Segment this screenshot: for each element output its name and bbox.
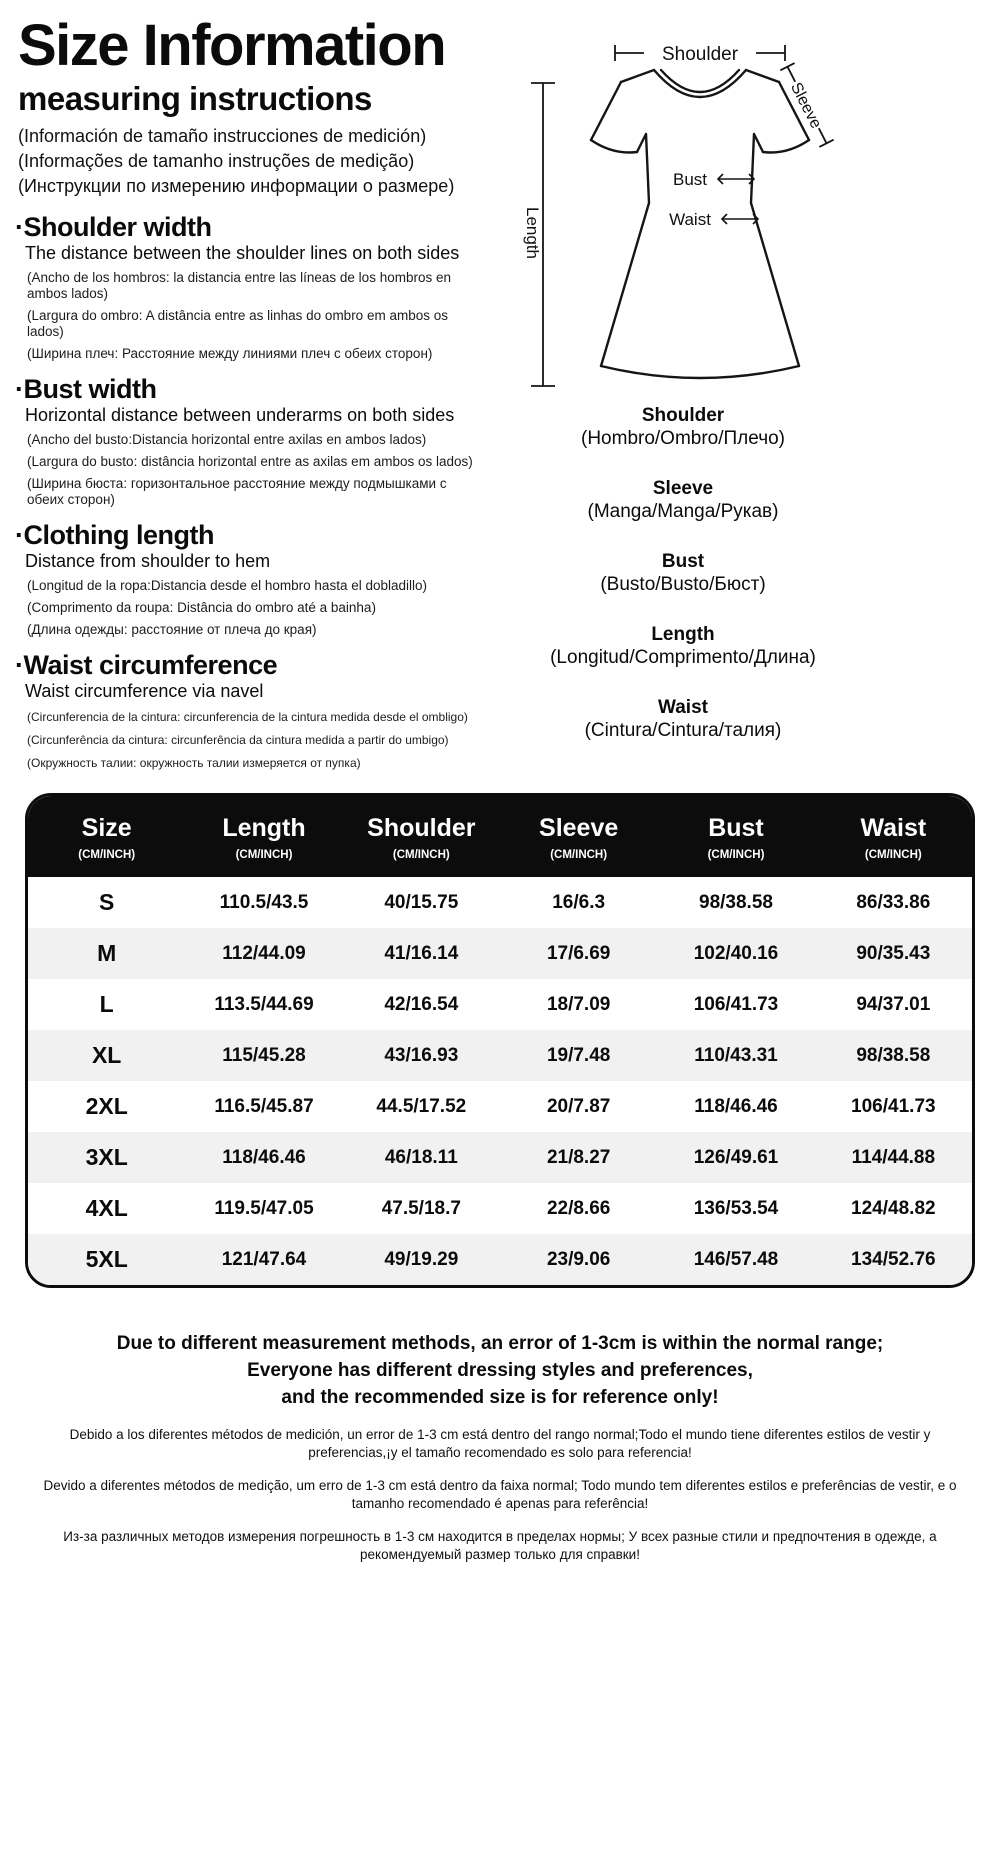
table-row-l bbox=[28, 979, 972, 1030]
header bbox=[18, 14, 498, 199]
column-unit: (CM/INCH) bbox=[550, 849, 608, 861]
waist-measure bbox=[669, 210, 758, 229]
value-cell-bust: 126/49.61 bbox=[693, 1146, 779, 1168]
legend-term: Waist bbox=[658, 697, 708, 718]
dress-diagram bbox=[497, 28, 877, 405]
section-translation-ru: (Ширина плеч: Расстояние между линиями плеч с обеих сторон) bbox=[27, 346, 433, 361]
footer-disclaimer-line: Due to different measurement methods, an error of 1-3cm is within the normal range; bbox=[116, 1333, 884, 1354]
size-cell: 4XL bbox=[85, 1195, 128, 1221]
value-cell-waist: 94/37.01 bbox=[856, 993, 931, 1015]
shoulder-measure bbox=[615, 44, 785, 65]
legend-translation: (Busto/Busto/Бюст) bbox=[600, 574, 766, 595]
value-cell-shoulder: 46/18.11 bbox=[384, 1146, 458, 1168]
value-cell-waist: 106/41.73 bbox=[851, 1095, 936, 1117]
section-translation-pt: (Comprimento da roupa: Distância do ombro até a bainha) bbox=[27, 600, 376, 615]
value-cell-waist: 114/44.88 bbox=[851, 1146, 936, 1168]
table-header-cell-sleeve bbox=[500, 813, 657, 862]
value-cell-sleeve: 17/6.69 bbox=[546, 942, 611, 964]
value-cell-sleeve: 22/8.66 bbox=[546, 1197, 611, 1219]
size-table-header bbox=[28, 796, 972, 877]
column-unit: (CM/INCH) bbox=[78, 849, 136, 861]
table-row-m bbox=[28, 928, 972, 979]
legend-translation: (Longitud/Comprimento/Длина) bbox=[550, 647, 816, 668]
size-cell: XL bbox=[91, 1042, 122, 1068]
size-cell: L bbox=[99, 991, 114, 1017]
table-row-3xl bbox=[28, 1132, 972, 1183]
legend-translation: (Hombro/Ombro/Плечо) bbox=[581, 428, 785, 449]
page-title: Size Information bbox=[18, 13, 446, 78]
table-header-cell-shoulder bbox=[343, 813, 500, 862]
value-cell-waist: 124/48.82 bbox=[851, 1197, 936, 1219]
value-cell-length: 121/47.64 bbox=[221, 1248, 307, 1270]
measurement-legend bbox=[505, 404, 861, 769]
size-cell: 2XL bbox=[85, 1093, 128, 1119]
section-translation-pt: (Largura do ombro: A distância entre as linhas do ombro em ambos os lados) bbox=[27, 308, 448, 339]
section-title: ·Waist circumference bbox=[15, 650, 278, 680]
value-cell-waist: 134/52.76 bbox=[851, 1248, 936, 1270]
footer-disclaimer-line: Everyone has different dressing styles and preferences, bbox=[247, 1360, 753, 1381]
section-translation-es: (Longitud de la ropa:Distancia desde el hombro hasta el dobladillo) bbox=[27, 578, 428, 593]
column-label: Waist bbox=[860, 814, 927, 842]
legend-term: Bust bbox=[661, 551, 705, 572]
table-row-2xl bbox=[28, 1081, 972, 1132]
table-row-s bbox=[28, 877, 972, 928]
column-label: Bust bbox=[708, 814, 764, 842]
legend-item-shoulder bbox=[505, 404, 861, 450]
table-row-5xl bbox=[28, 1234, 972, 1285]
section-translation-ru: (Окружность талии: окружность талии измеряется от пупка) bbox=[27, 756, 361, 770]
legend-item-waist bbox=[505, 696, 861, 742]
legend-term: Shoulder bbox=[641, 405, 725, 426]
value-cell-sleeve: 18/7.09 bbox=[546, 993, 611, 1015]
value-cell-length: 113.5/44.69 bbox=[214, 993, 314, 1015]
value-cell-bust: 102/40.16 bbox=[693, 942, 779, 964]
section-translation-pt: (Circunferência da cintura: circunferência da cintura medida a partir do umbigo) bbox=[27, 733, 449, 747]
footer-disclaimer-line: and the recommended size is for reference only! bbox=[281, 1387, 719, 1408]
value-cell-waist: 98/38.58 bbox=[856, 1044, 931, 1066]
column-unit: (CM/INCH) bbox=[392, 849, 450, 861]
column-label: Sleeve bbox=[539, 814, 619, 842]
value-cell-bust: 110/43.31 bbox=[694, 1044, 778, 1066]
column-label: Size bbox=[81, 814, 132, 842]
value-cell-waist: 90/35.43 bbox=[856, 942, 931, 964]
value-cell-sleeve: 20/7.87 bbox=[546, 1095, 611, 1117]
section-bust-width bbox=[15, 374, 487, 508]
section-translation-es: (Ancho de los hombros: la distancia entre las líneas de los hombros en ambos lados) bbox=[27, 270, 451, 301]
value-cell-length: 119.5/47.05 bbox=[214, 1197, 314, 1219]
value-cell-sleeve: 23/9.06 bbox=[546, 1248, 611, 1270]
section-title: ·Bust width bbox=[15, 374, 157, 404]
value-cell-shoulder: 41/16.14 bbox=[384, 942, 459, 964]
legend-item-bust bbox=[505, 550, 861, 596]
size-table-body bbox=[28, 877, 972, 1285]
subtitle-translation-es: (Información de tamaño instrucciones de medición) bbox=[18, 126, 427, 146]
table-header-cell-length bbox=[185, 813, 342, 862]
section-title: ·Clothing length bbox=[15, 520, 214, 550]
size-cell: 3XL bbox=[85, 1144, 128, 1170]
legend-item-sleeve bbox=[505, 477, 861, 523]
size-cell: 5XL bbox=[85, 1246, 128, 1272]
bust-label: Bust bbox=[672, 170, 708, 189]
value-cell-shoulder: 42/16.54 bbox=[384, 993, 459, 1015]
section-description: Distance from shoulder to hem bbox=[25, 551, 271, 571]
section-translation-pt: (Largura do busto: distância horizontal entre as axilas em ambos os lados) bbox=[27, 454, 473, 469]
value-cell-sleeve: 19/7.48 bbox=[546, 1044, 611, 1066]
section-translation-ru: (Длина одежды: расстояние от плеча до края) bbox=[27, 622, 317, 637]
dress-diagram-svg bbox=[497, 28, 877, 405]
length-measure-label: Length bbox=[523, 207, 542, 259]
footer-note-pt: Devido a diferentes métodos de medição, um erro de 1-3 cm está dentro da faixa normal; Todo mundo tem diferentes estilos e preferências de vestir, e o tamanho recomendado é apenas para referência! bbox=[43, 1478, 957, 1511]
subtitle-translation-pt: (Informações de tamanho instruções de medição) bbox=[18, 151, 415, 171]
section-translation-ru: (Ширина бюста: горизонтальное расстояние между подмышками с обеих сторон) bbox=[27, 476, 447, 507]
length-measure bbox=[523, 83, 555, 386]
subtitle-translation-ru: (Инструкции по измерению информации о размере) bbox=[18, 176, 455, 196]
value-cell-sleeve: 21/8.27 bbox=[546, 1146, 611, 1168]
value-cell-bust: 98/38.58 bbox=[699, 891, 773, 913]
column-label: Shoulder bbox=[367, 814, 476, 842]
value-cell-bust: 106/41.73 bbox=[693, 993, 779, 1015]
column-unit: (CM/INCH) bbox=[707, 849, 765, 861]
legend-translation: (Manga/Manga/Рукав) bbox=[587, 501, 779, 522]
measuring-sections bbox=[15, 212, 487, 783]
size-cell: S bbox=[98, 889, 115, 915]
section-translation-es: (Circunferencia de la cintura: circunferencia de la cintura medida desde el ombligo) bbox=[27, 710, 468, 724]
section-description: Waist circumference via navel bbox=[25, 681, 264, 701]
bust-measure bbox=[673, 170, 754, 189]
page-subtitle: measuring instructions bbox=[18, 80, 372, 117]
shoulder-measure-label: Shoulder bbox=[661, 44, 739, 65]
waist-label: Waist bbox=[669, 210, 711, 229]
value-cell-length: 110.5/43.5 bbox=[219, 891, 309, 913]
section-waist-circumference bbox=[15, 650, 487, 771]
footer-note-ru: Из-за различных методов измерения погрешность в 1-3 см находится в пределах нормы; У всех разные стили и предпочтения в одежде, а рекомендуемый размер только для справки! bbox=[63, 1529, 937, 1562]
value-cell-shoulder: 49/19.29 bbox=[384, 1248, 459, 1270]
table-row-4xl bbox=[28, 1183, 972, 1234]
section-description: The distance between the shoulder lines on both sides bbox=[25, 243, 460, 263]
column-unit: (CM/INCH) bbox=[235, 849, 293, 861]
footer bbox=[40, 1330, 960, 1564]
section-shoulder-width bbox=[15, 212, 487, 362]
value-cell-length: 112/44.09 bbox=[222, 942, 306, 964]
sleeve-measure-label: Sleeve bbox=[786, 80, 825, 132]
section-description: Horizontal distance between underarms on both sides bbox=[25, 405, 455, 425]
legend-term: Length bbox=[651, 624, 715, 645]
column-unit: (CM/INCH) bbox=[864, 849, 922, 861]
value-cell-waist: 86/33.86 bbox=[856, 891, 931, 913]
value-cell-length: 116.5/45.87 bbox=[214, 1095, 314, 1117]
value-cell-shoulder: 43/16.93 bbox=[384, 1044, 459, 1066]
section-clothing-length bbox=[15, 520, 487, 638]
value-cell-length: 115/45.28 bbox=[222, 1044, 306, 1066]
footer-note-es: Debido a los diferentes métodos de medición, un error de 1-3 cm está dentro del rango normal;Todo el mundo tiene diferentes estilos de vestir y preferencias,¡y el tamaño recomendado es solo para referencia! bbox=[69, 1427, 931, 1460]
value-cell-shoulder: 44.5/17.52 bbox=[376, 1095, 467, 1117]
value-cell-bust: 146/57.48 bbox=[693, 1248, 779, 1270]
table-header-cell-bust bbox=[657, 813, 814, 862]
table-header-cell-size bbox=[28, 813, 185, 862]
value-cell-length: 118/46.46 bbox=[222, 1146, 306, 1168]
section-translation-es: (Ancho del busto:Distancia horizontal entre axilas en ambos lados) bbox=[27, 432, 427, 447]
legend-item-length bbox=[505, 623, 861, 669]
value-cell-shoulder: 47.5/18.7 bbox=[381, 1197, 461, 1219]
legend-term: Sleeve bbox=[652, 478, 714, 499]
size-table bbox=[25, 793, 975, 1288]
value-cell-sleeve: 16/6.3 bbox=[552, 891, 606, 913]
table-row-xl bbox=[28, 1030, 972, 1081]
size-cell: M bbox=[97, 940, 117, 966]
table-header-cell-waist bbox=[815, 813, 972, 862]
value-cell-bust: 136/53.54 bbox=[693, 1197, 779, 1219]
value-cell-shoulder: 40/15.75 bbox=[384, 891, 459, 913]
column-label: Length bbox=[222, 814, 306, 842]
section-title: ·Shoulder width bbox=[15, 212, 212, 242]
value-cell-bust: 118/46.46 bbox=[694, 1095, 778, 1117]
legend-translation: (Cintura/Cintura/талия) bbox=[584, 720, 782, 741]
